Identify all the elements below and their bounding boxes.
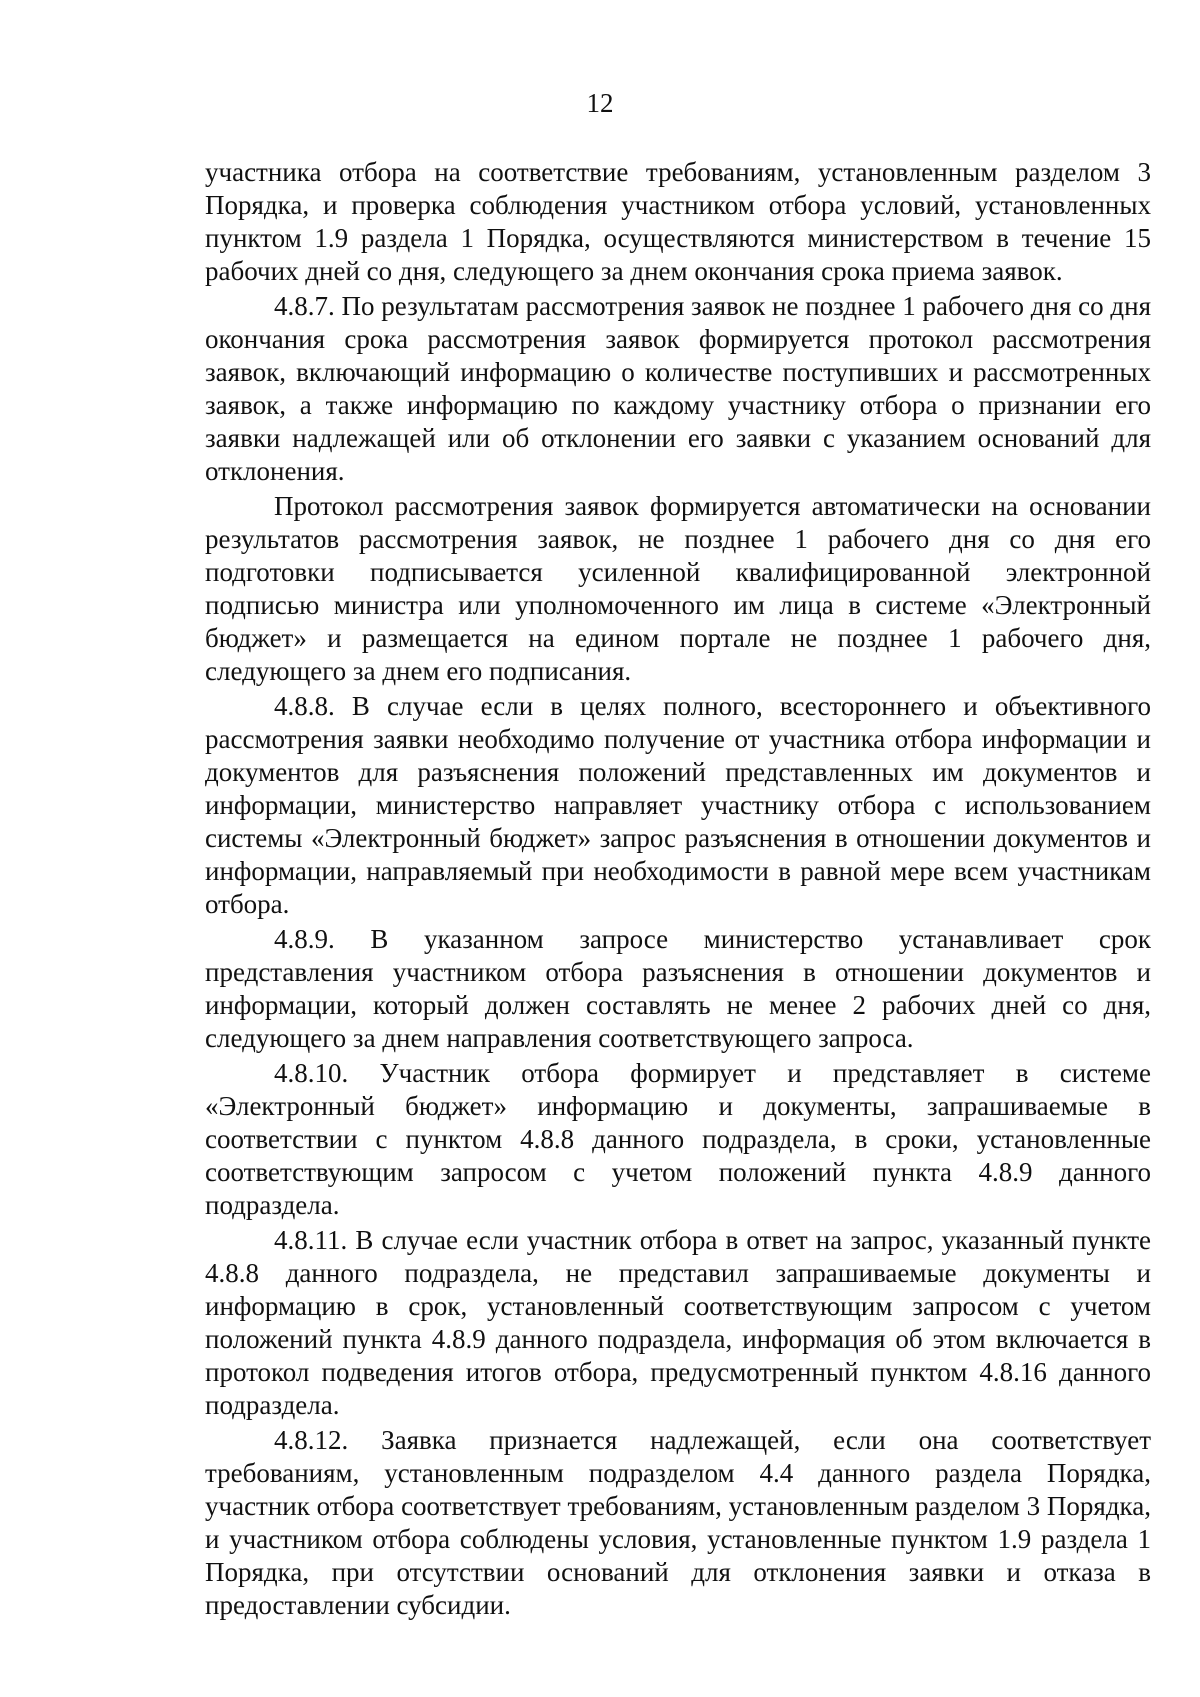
paragraph-4-8-9: 4.8.9. В указанном запросе министерство устанавливает срок представления участником отбора разъяснения в отношении документов и информации, который должен составлять не менее 2 рабочих дней со дня, следующего за днем направления соответствующего запроса. (205, 924, 1151, 1053)
document-body (205, 156, 1151, 1624)
paragraph-continuation: участника отбора на соответствие требованиям, установленным разделом 3 Порядка, и проверка соблюдения участником отбора условий, установленных пунктом 1.9 раздела 1 Порядка, осуществляются министерством в течение 15 рабочих дней со дня, следующего за днем окончания срока приема заявок. (205, 157, 1151, 286)
paragraph-4-8-8: 4.8.8. В случае если в целях полного, всестороннего и объективного рассмотрения заявки необходимо получение от участника отбора информации и документов для разъяснения положений представленных им документов и информации, министерство направляет участнику отбора с использованием системы «Электронный бюджет» запрос разъяснения в отношении документов и информации, направляемый при необходимости в равной мере всем участникам отбора. (205, 691, 1151, 919)
paragraph-4-8-10: 4.8.10. Участник отбора формирует и представляет в системе «Электронный бюджет» информацию и документы, запрашиваемые в соответствии с пунктом 4.8.8 данного подраздела, в сроки, установленные соответствующим запросом с учетом положений пункта 4.8.9 данного подраздела. (205, 1058, 1151, 1220)
paragraph-4-8-7: 4.8.7. По результатам рассмотрения заявок не позднее 1 рабочего дня со дня окончания срока рассмотрения заявок формируется протокол рассмотрения заявок, включающий информацию о количестве поступивших и рассмотренных заявок, а также информацию по каждому участнику отбора о признании его заявки надлежащей или об отклонении его заявки с указанием оснований для отклонения. (205, 291, 1151, 486)
paragraph-4-8-11: 4.8.11. В случае если участник отбора в ответ на запрос, указанный пункте 4.8.8 данного подраздела, не представил запрашиваемые документы и информацию в срок, установленный соответствующим запросом с учетом положений пункта 4.8.9 данного подраздела, информация об этом включается в протокол подведения итогов отбора, предусмотренный пунктом 4.8.16 данного подраздела. (205, 1225, 1151, 1420)
paragraph-protocol: Протокол рассмотрения заявок формируется автоматически на основании результатов рассмотрения заявок, не позднее 1 рабочего дня со дня его подготовки подписывается усиленной квалифицированной электронной подписью министра или уполномоченного им лица в системе «Электронный бюджет» и размещается на едином портале не позднее 1 рабочего дня, следующего за днем его подписания. (205, 491, 1151, 686)
page-number: 12 (586, 88, 614, 118)
paragraph-4-8-12: 4.8.12. Заявка признается надлежащей, если она соответствует требованиям, установленным подразделом 4.4 данного раздела Порядка, участник отбора соответствует требованиям, установленным разделом 3 Порядка, и участником отбора соблюдены условия, установленные пунктом 1.9 раздела 1 Порядка, при отсутствии оснований для отклонения заявки и отказа в предоставлении субсидии. (205, 1425, 1151, 1620)
